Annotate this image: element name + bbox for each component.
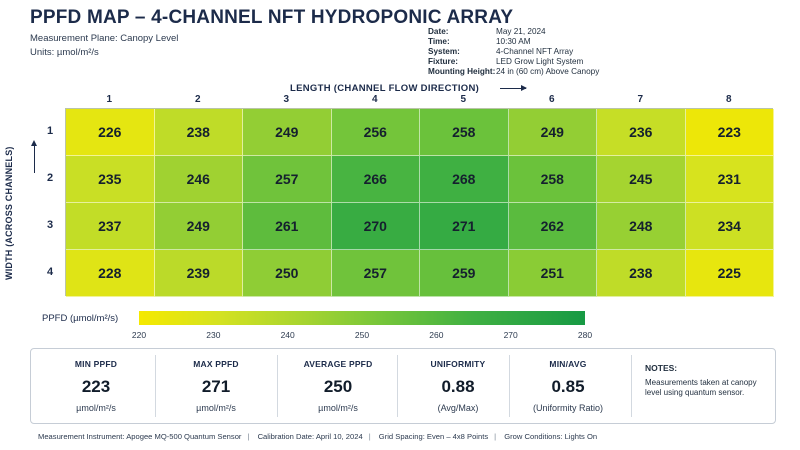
divider xyxy=(397,355,398,417)
heatmap-cell: 235 xyxy=(66,156,155,203)
units-label: Units: µmol/m²/s xyxy=(30,47,99,58)
stat-min-ppfd xyxy=(37,355,155,419)
divider xyxy=(277,355,278,417)
y-axis-label: WIDTH (ACROSS CHANNELS) xyxy=(4,146,14,280)
heatmap-cell: 238 xyxy=(155,109,244,156)
heatmap-cell: 268 xyxy=(420,156,509,203)
heatmap-cell: 234 xyxy=(686,203,775,250)
footer-grid-spacing: Grid Spacing: Even – 4x8 Points xyxy=(378,432,489,441)
footer-instrument: Measurement Instrument: Apogee MQ-500 Quantum Sensor xyxy=(38,432,242,441)
heatmap-cell: 251 xyxy=(509,250,598,297)
meta-row xyxy=(428,67,599,77)
meta-value: LED Grow Light System xyxy=(496,57,584,66)
meta-value: May 21, 2024 xyxy=(496,27,546,36)
up-arrow-icon xyxy=(34,145,35,173)
column-header: 6 xyxy=(548,94,555,105)
divider xyxy=(155,355,156,417)
heatmap-cell: 250 xyxy=(243,250,332,297)
heatmap-cell: 259 xyxy=(420,250,509,297)
separator: | xyxy=(368,432,371,441)
stat-unit: µmol/m²/s xyxy=(318,403,358,413)
metadata-panel xyxy=(428,27,599,77)
stat-label: UNIFORMITY xyxy=(430,359,486,369)
heatmap-cell: 270 xyxy=(332,203,421,250)
heatmap-cell: 223 xyxy=(686,109,775,156)
heatmap-cell: 238 xyxy=(597,250,686,297)
meta-value: 10:30 AM xyxy=(496,37,531,46)
colorbar xyxy=(139,311,585,325)
stat-value: 223 xyxy=(81,377,111,396)
meta-value: 24 in (60 cm) Above Canopy xyxy=(496,67,600,76)
column-header: 7 xyxy=(637,94,644,105)
colorbar-tick-label: 220 xyxy=(131,330,147,340)
heatmap-cell: 271 xyxy=(420,203,509,250)
colorbar-tick-label: 230 xyxy=(206,330,221,340)
heatmap-cell: 231 xyxy=(686,156,775,203)
heatmap-cell: 249 xyxy=(509,109,598,156)
heatmap-cell: 246 xyxy=(155,156,244,203)
x-axis-label: LENGTH (CHANNEL FLOW DIRECTION) xyxy=(290,83,480,94)
stat-max-ppfd xyxy=(157,355,275,419)
stat-uniformity xyxy=(399,355,517,419)
heatmap-cell: 228 xyxy=(66,250,155,297)
meta-key: Fixture: xyxy=(428,57,459,66)
stat-label: MIN PPFD xyxy=(74,359,118,369)
divider xyxy=(631,355,632,417)
heatmap-cell: 266 xyxy=(332,156,421,203)
separator: | xyxy=(494,432,497,441)
heatmap-cell: 248 xyxy=(597,203,686,250)
stat-unit: µmol/m²/s xyxy=(196,403,236,413)
meta-key: System: xyxy=(428,47,460,56)
meta-key: Mounting Height: xyxy=(428,67,496,76)
stat-value: 271 xyxy=(201,377,231,396)
footer-calibration: Calibration Date: April 10, 2024 xyxy=(257,432,363,441)
notes-text: Measurements taken at canopy level using quantum sensor. xyxy=(645,378,757,397)
stat-min-avg xyxy=(509,355,627,419)
heatmap-cell: 225 xyxy=(686,250,775,297)
stat-label: MIN/AVG xyxy=(549,359,587,369)
stat-label: MAX PPFD xyxy=(193,359,239,369)
meta-row xyxy=(428,47,599,57)
meta-key: Time: xyxy=(428,37,450,46)
colorbar-tick-label: 260 xyxy=(429,330,444,340)
footer xyxy=(38,432,597,441)
heatmap-cell: 257 xyxy=(332,250,421,297)
measurement-plane: Measurement Plane: Canopy Level xyxy=(30,33,179,44)
heatmap-cell: 257 xyxy=(243,156,332,203)
stat-value: 0.85 xyxy=(551,377,585,396)
column-header: 1 xyxy=(106,94,113,105)
meta-value: 4-Channel NFT Array xyxy=(496,47,574,56)
stat-unit: (Avg/Max) xyxy=(437,403,479,413)
colorbar-tick-label: 270 xyxy=(503,330,518,340)
colorbar-tick-label: 250 xyxy=(354,330,370,340)
ppfd-heatmap xyxy=(65,108,773,296)
heatmap-cell: 256 xyxy=(332,109,421,156)
heatmap-cell: 237 xyxy=(66,203,155,250)
heatmap-cell: 258 xyxy=(420,109,509,156)
column-header: 2 xyxy=(194,94,201,105)
meta-key: Date: xyxy=(428,27,449,36)
column-header: 3 xyxy=(283,94,290,105)
right-arrow-icon xyxy=(500,88,526,89)
colorbar-label: PPFD (µmol/m²/s) xyxy=(42,313,119,324)
page-title: PPFD MAP – 4-CHANNEL NFT HYDROPONIC ARRAY xyxy=(30,7,514,28)
heatmap-cell: 249 xyxy=(243,109,332,156)
meta-row xyxy=(428,57,599,67)
stat-unit: (Uniformity Ratio) xyxy=(532,403,603,413)
stat-value: 0.88 xyxy=(441,377,475,396)
heatmap-cell: 258 xyxy=(509,156,598,203)
column-header: 5 xyxy=(460,94,467,105)
colorbar-tick-label: 280 xyxy=(577,330,593,340)
heatmap-cell: 262 xyxy=(509,203,598,250)
heatmap-cell: 226 xyxy=(66,109,155,156)
meta-row xyxy=(428,27,599,37)
heatmap-cell: 261 xyxy=(243,203,332,250)
row-header: 4 xyxy=(46,265,54,278)
colorbar-tick-label: 240 xyxy=(280,330,295,340)
heatmap-cell: 249 xyxy=(155,203,244,250)
notes-title: NOTES: xyxy=(645,363,678,373)
row-header: 1 xyxy=(46,124,54,137)
footer-grow-conditions: Grow Conditions: Lights On xyxy=(504,432,598,441)
meta-row xyxy=(428,37,599,47)
column-header: 8 xyxy=(725,94,732,105)
heatmap-cell: 245 xyxy=(597,156,686,203)
row-header: 3 xyxy=(46,218,54,231)
stat-unit: µmol/m²/s xyxy=(76,403,116,413)
separator: | xyxy=(247,432,250,441)
row-header: 2 xyxy=(46,171,54,184)
column-header: 4 xyxy=(371,94,378,105)
notes-box xyxy=(645,363,770,398)
stat-value: 250 xyxy=(323,377,353,396)
heatmap-cell: 239 xyxy=(155,250,244,297)
stat-label: AVERAGE PPFD xyxy=(303,359,373,369)
heatmap-cell: 236 xyxy=(597,109,686,156)
stat-average-ppfd xyxy=(279,355,397,419)
